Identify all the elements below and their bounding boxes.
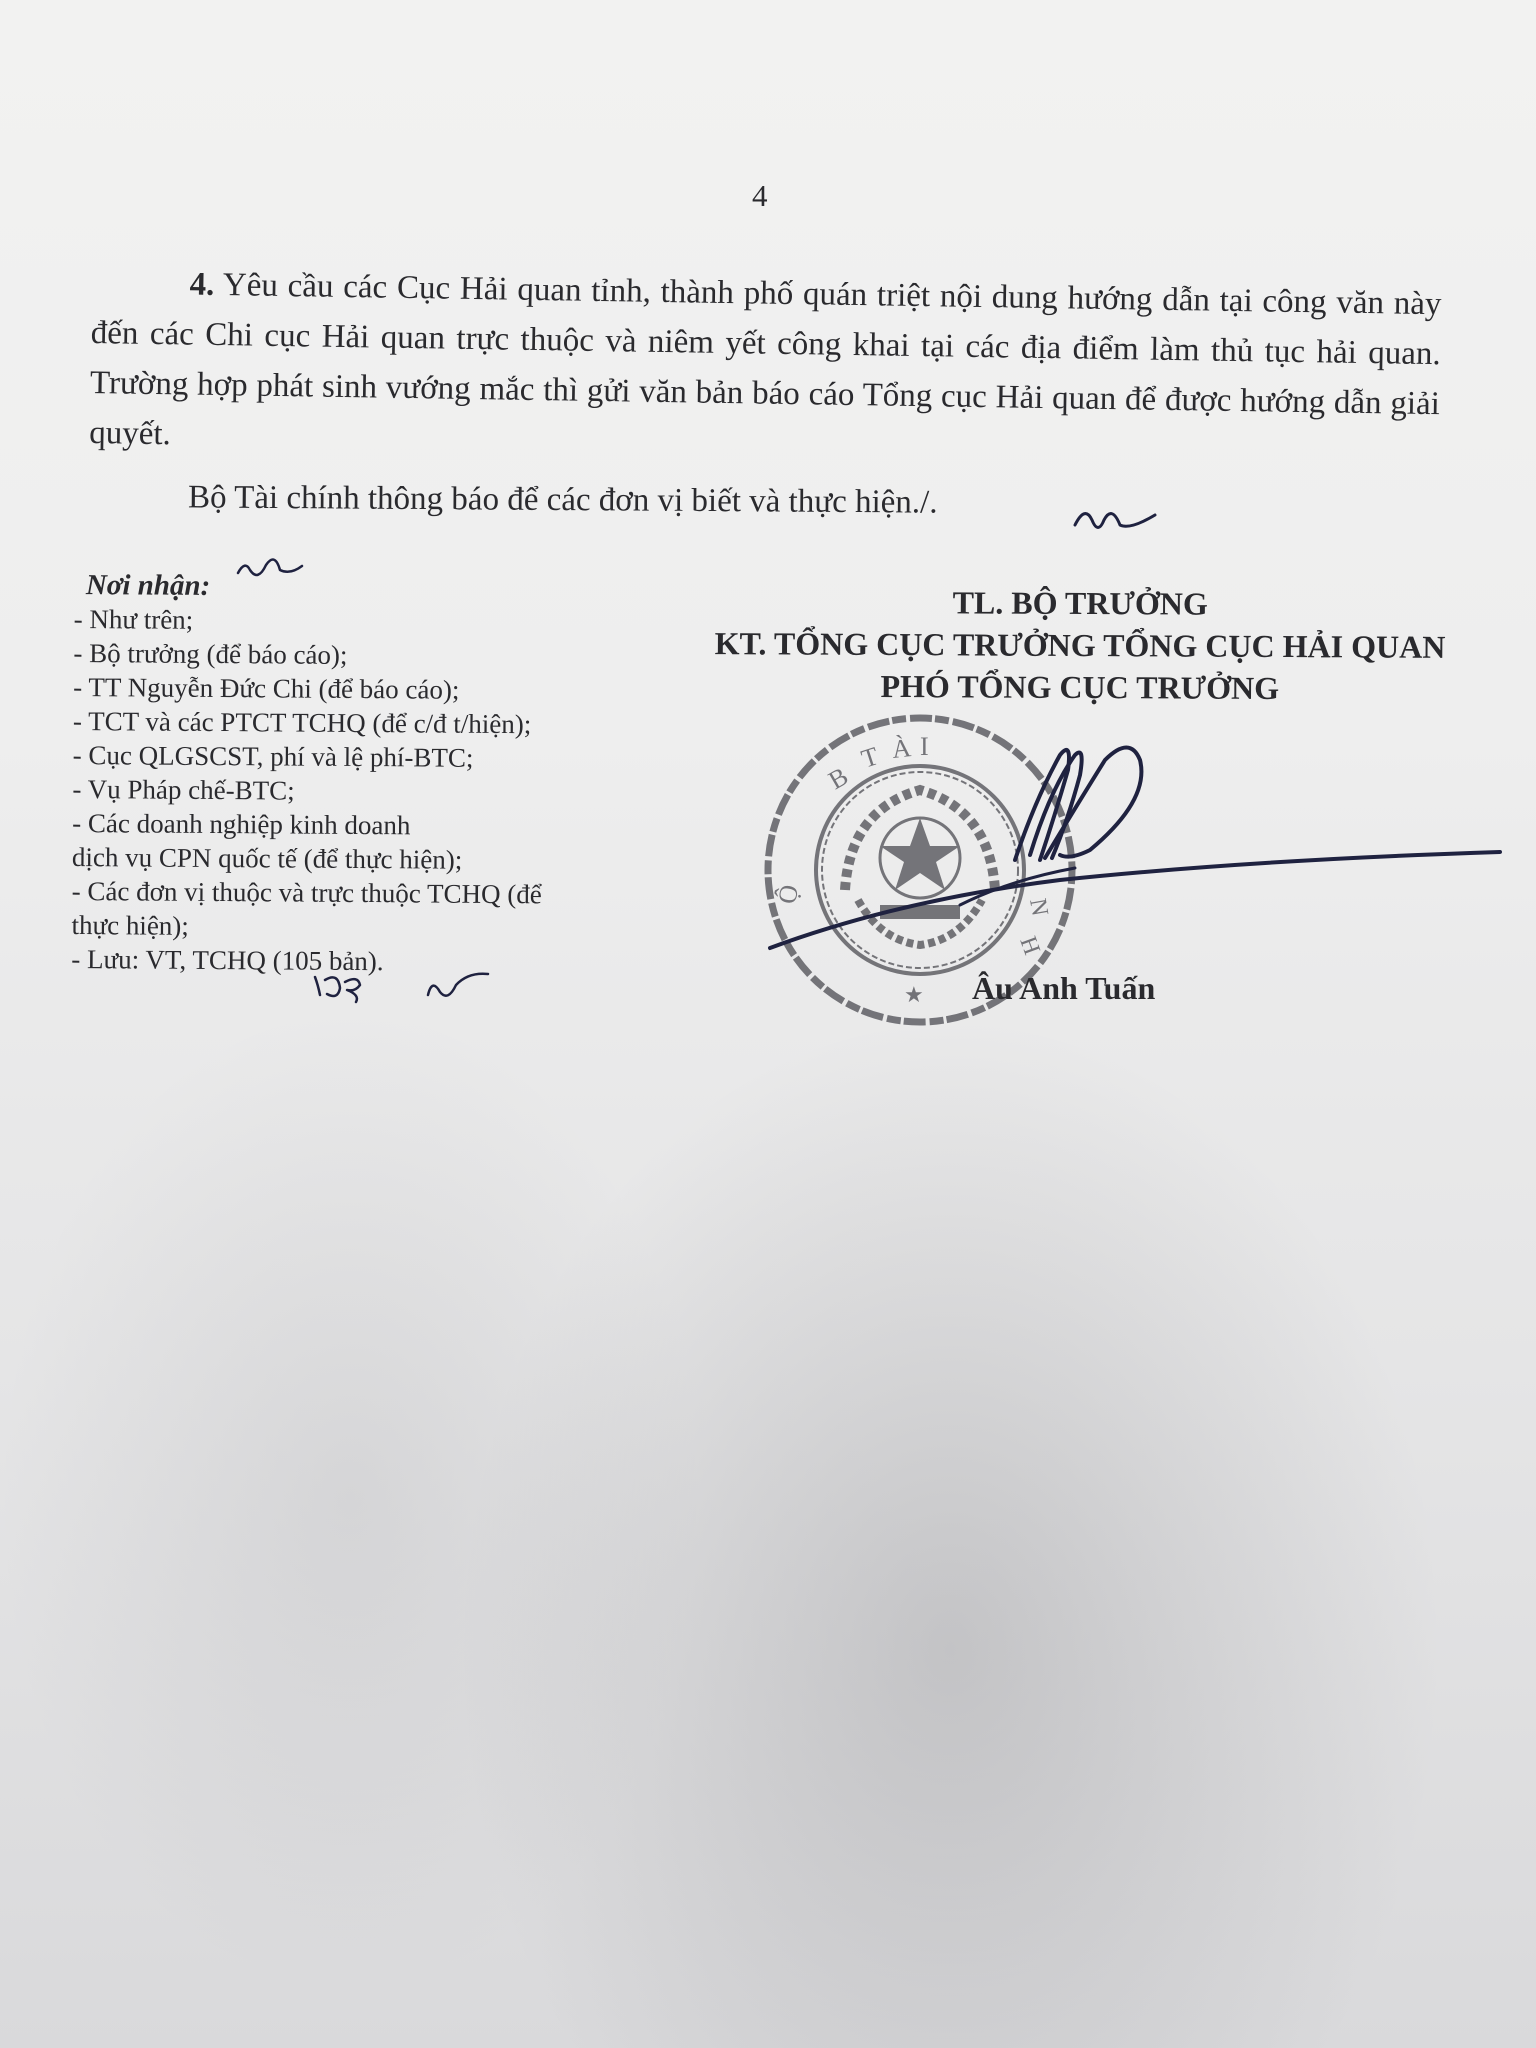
recipient-item: - TT Nguyễn Đức Chi (để báo cáo); (73, 671, 460, 705)
svg-text:I: I (920, 732, 929, 761)
closing-statement: Bộ Tài chính thông báo để các đơn vị biết và thực hiện./. (187, 479, 938, 521)
svg-text:À: À (890, 733, 913, 764)
recipient-item: - Cục QLGSCST, phí và lệ phí-BTC; (72, 739, 474, 773)
recipient-item: - TCT và các PTCT TCHQ (để c/đ t/hiện); (72, 705, 532, 740)
signature-title-3: PHÓ TỔNG CỤC TRƯỞNG (880, 667, 1280, 707)
recipient-item: dịch vụ CPN quốc tế (để thực hiện); (71, 841, 463, 875)
svg-text:★: ★ (904, 983, 924, 1008)
svg-text:B: B (823, 761, 854, 796)
recipient-item: - Lưu: VT, TCHQ (105 bản). (71, 943, 384, 977)
body-paragraph (89, 258, 1442, 479)
recipients-list (71, 568, 654, 980)
svg-text:H: H (1014, 933, 1045, 959)
recipient-item: - Bộ trưởng (để báo cáo); (73, 637, 348, 670)
recipient-item: - Như trên; (73, 603, 194, 635)
recipient-item: - Vụ Pháp chế-BTC; (72, 773, 295, 806)
recipients-heading: Nơi nhận: (85, 569, 211, 602)
svg-text:Ộ: Ộ (772, 882, 805, 907)
recipient-item: - Các đơn vị thuộc và trực thuộc TCHQ (để (71, 875, 542, 910)
recipient-item: - Các doanh nghiệp kinh doanh (72, 807, 411, 841)
paragraph-text: Yêu cầu các Cục Hải quan tỉnh, thành phố quán triệt nội dung hướng dẫn tại công văn này đến các Chi cục Hải quan trực thuộc và niêm yết công khai tại các địa điểm làm thủ tục hải quan. Trường hợp phát sinh vướng mắc thì gửi văn bản báo cáo Tổng cục Hải quan để được hướng dẫn giải quyết. (88, 267, 1442, 453)
signature-title-2: KT. TỔNG CỤC TRƯỞNG TỔNG CỤC HẢI QUAN (714, 625, 1446, 665)
page-number: 4 (752, 178, 768, 213)
signature-block (640, 580, 1521, 711)
signer-name: Âu Anh Tuấn (972, 970, 1156, 1006)
item-number: 4. (189, 266, 215, 303)
signature-title-1: TL. BỘ TRƯỞNG (952, 584, 1208, 622)
recipient-item: thực hiện); (71, 909, 189, 941)
svg-text:N: N (1024, 896, 1053, 919)
svg-text:T: T (857, 741, 882, 774)
